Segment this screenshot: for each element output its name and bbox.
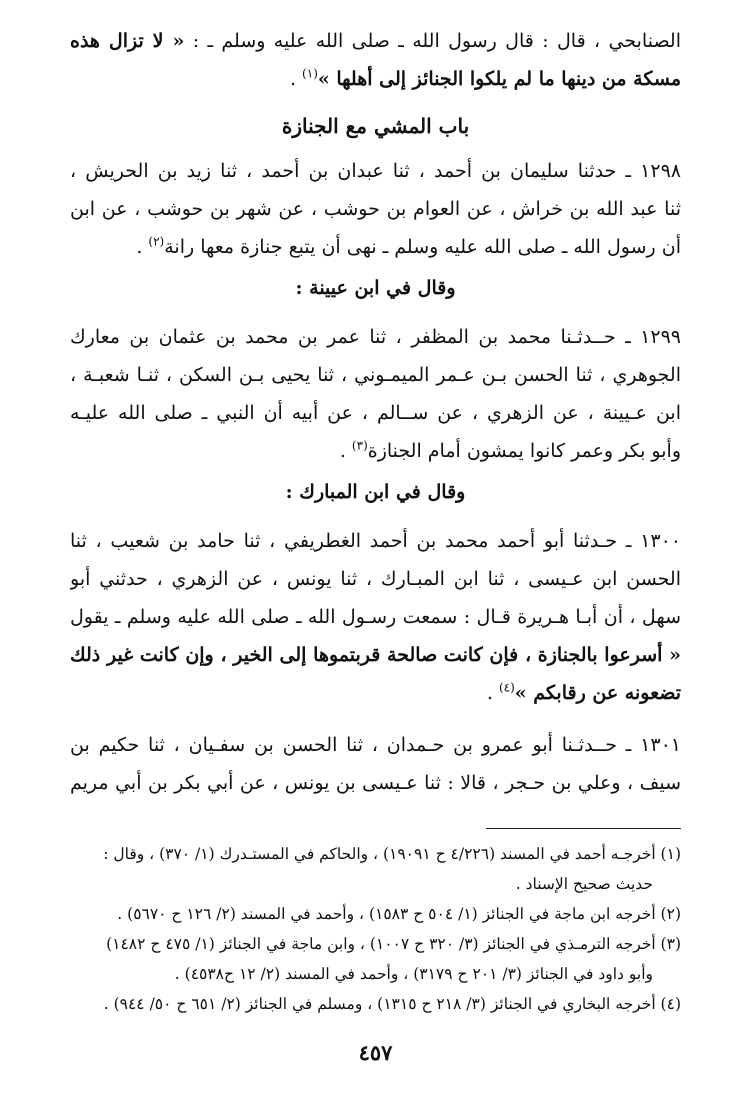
footnote-ref-4: (٤) xyxy=(498,680,515,695)
hadith-line: ١٢٩٩ ـ حــدثـنا محمد بن المظفر ، ثنا عمر بن محمد بن عثمان بن معارك xyxy=(70,326,681,348)
hadith-1300 xyxy=(70,522,681,712)
hadith-1301 xyxy=(70,726,681,802)
hadith-1298 xyxy=(70,152,681,266)
hadith-line: أن رسول الله ـ صلى الله عليه وسلم ـ نهى أن يتبع جنازة معها رانة$^{(٢)}$ . xyxy=(136,234,681,258)
hadith-line: ١٢٩٨ ـ حدثنا سليمان بن أحمد ، ثنا عبدان بن أحمد ، ثنا زيد بن الحريش ، xyxy=(70,160,681,182)
page-number: ٤٥٧ xyxy=(358,1040,393,1065)
hadith-1299 xyxy=(70,318,681,470)
hadith-line: الجوهري ، ثنا الحسن بـن عـمر الميمـوني ، ثنا يحيى بـن السكن ، ثنـا شعبـة ، xyxy=(70,364,681,386)
footnotes xyxy=(70,839,681,1019)
hadith-line: ابن عـيينة ، عن الزهري ، عن ســالم ، عن أبيه أن النبي ـ صلى الله عليـه xyxy=(70,402,681,424)
footnote-ref-3: (٣) xyxy=(351,438,368,453)
hadith-line: ١٣٠١ ـ حــدثـنا أبو عمرو بن حـمدان ، ثنا الحسن بن سفـيان ، ثنا حكيم بن xyxy=(70,734,681,756)
footnote-ref-2: (٢) xyxy=(148,234,165,249)
footnote-line: حديث صحيح الإسناد . xyxy=(515,875,653,893)
footnote-line: وأبو داود في الجنائز (٣/ ٢٠١ ح ٣١٧٩) ، وأحمد في المسند (٢/ ١٢ ح٤٥٣٨) . xyxy=(174,965,653,983)
chapter-title: باب المشي مع الجنازة xyxy=(281,114,470,138)
hadith-line: وأبو بكر وعمر كانوا يمشون أمام الجنازة$^{(٣)}$ . xyxy=(339,438,681,462)
section-subheading-ibn-uyayna: وقال في ابن عيينة : xyxy=(295,277,456,299)
hadith-quote-line: « أسرعوا بالجنازة ، فإن كانت صالحة قربتموها إلى الخير ، وإن كانت غير ذلك xyxy=(70,644,681,666)
section-subheading-ibn-mubarak: وقال في ابن المبارك : xyxy=(285,481,466,503)
footnote-line: (٤) أخرجه البخاري في الجنائز (٣/ ٢١٨ ح ١٣١٥) ، ومسلم في الجنائز (٢/ ٦٥١ ح ٥٠/ ٩٤٤) . xyxy=(103,995,681,1013)
spacer xyxy=(70,712,681,726)
intro-line-2: مسكة من دينها ما لم يلكوا الجنائز إلى أهلها »$^{(١)}$ . xyxy=(289,66,681,90)
footnote-line: (٣) أخرجه الترمـذي في الجنائز (٣/ ٣٢٠ ح ١٠٠٧) ، وابن ماجة في الجنائز (١/ ٤٧٥ ح ١٤٨٢) xyxy=(106,935,681,953)
hadith-line: الحسن ابن عـيسى ، ثنا ابن المبـارك ، ثنا يونس ، عن الزهري ، حدثني أبو xyxy=(70,568,681,590)
hadith-line: سهل ، أن أبـا هـريرة قـال : سمعت رسـول الله ـ صلى الله عليه وسلم ـ يقول xyxy=(70,606,681,628)
hadith-line: تضعونه عن رقابكم »$^{(٤)}$ . xyxy=(486,680,681,704)
footnote-divider xyxy=(486,828,681,829)
hadith-line: ١٣٠٠ ـ حـدثنا أبو أحمد محمد بن أحمد الغطريفي ، ثنا حامد بن شعيب ، ثنا xyxy=(70,530,681,552)
hadith-line: سيف ، وعلي بن حـجر ، قالا : ثنا عـيسى بن يونس ، عن أبي بكر بن أبي مريم xyxy=(70,772,681,794)
footnote-line: (١) أخرجـه أحمد في المسند (٤/٢٢٦ ح ١٩٠٩١) ، والحاكم في المستـدرك (١/ ٣٧٠) ، وقال : xyxy=(103,845,681,863)
footnote-ref-1: (١) xyxy=(302,66,318,81)
footnote-line: (٢) أخرجه ابن ماجة في الجنائز (١/ ٥٠٤ ح ١٥٨٣) ، وأحمد في المسند (٢/ ١٢٦ ح ٥٦٧٠) . xyxy=(117,905,681,923)
hadith-line: ثنا عبد الله بن خراش ، عن العوام بن حوشب ، عن شهر بن حوشب ، عن ابن xyxy=(70,198,681,220)
intro-line-1: الصنابحي ، قال : قال رسول الله ـ صلى الله عليه وسلم ـ : « لا تزال هذه xyxy=(70,30,681,52)
